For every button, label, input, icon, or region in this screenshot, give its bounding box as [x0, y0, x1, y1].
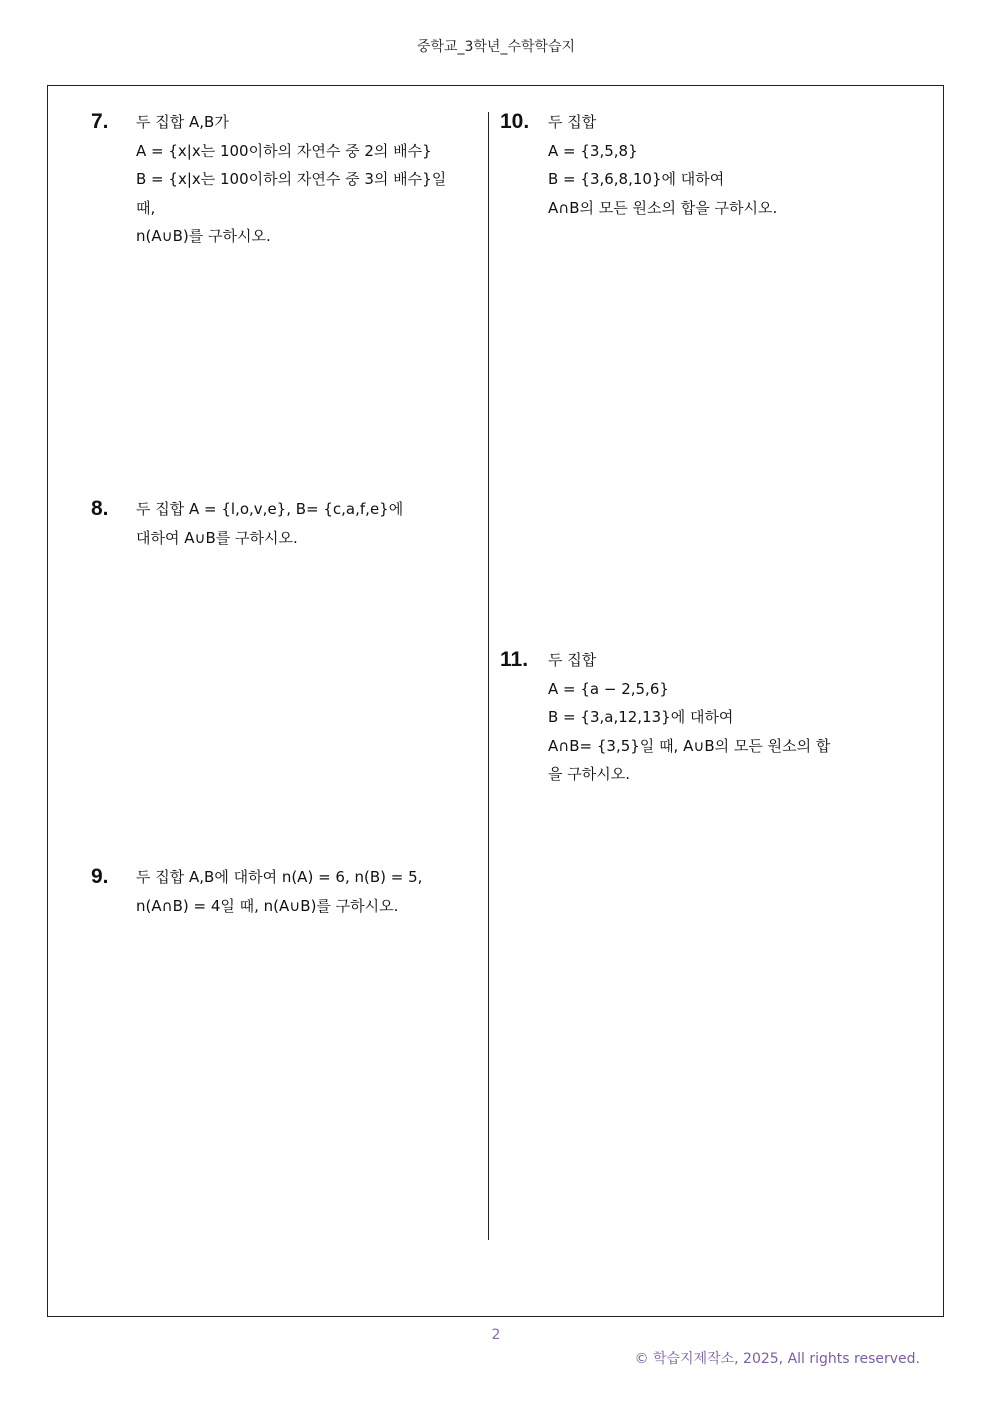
- problem-line: 두 집합: [548, 113, 597, 131]
- problem-number: 11.: [500, 648, 529, 671]
- problem-line: n(A∪B)를 구하시오.: [136, 227, 271, 245]
- column-divider: [488, 112, 489, 1240]
- problem-text: [136, 495, 403, 552]
- problem-number: 7.: [91, 110, 109, 133]
- page-header: 중학교_3학년_수학학습지: [416, 39, 576, 55]
- problem-line: 두 집합: [548, 651, 597, 669]
- problem-line: A = {a − 2,5,6}: [548, 679, 669, 698]
- problem-text: [548, 108, 777, 222]
- problem-text: [136, 108, 446, 251]
- problem-number: 10.: [500, 110, 530, 133]
- problem-line: 두 집합 A = {l,o,v,e}, B= {c,a,f,e}에: [136, 500, 404, 518]
- problem-line: B = {x|x는 100이하의 자연수 중 3의 배수}일: [136, 170, 447, 188]
- problem-line: 두 집합 A,B에 대하여 n(A) = 6, n(B) = 5,: [136, 868, 423, 886]
- problem-line: A∩B= {3,5}일 때, A∪B의 모든 원소의 합: [548, 736, 831, 755]
- problem-line: n(A∩B) = 4일 때, n(A∪B)를 구하시오.: [136, 896, 399, 915]
- copyright-notice: © 학습지제작소, 2025, All rights reserved.: [634, 1351, 920, 1367]
- problem-number: 8.: [91, 497, 109, 520]
- page-number: 2: [491, 1327, 501, 1343]
- problem-line: 을 구하시오.: [548, 765, 630, 783]
- problem-number: 9.: [91, 865, 109, 888]
- problem-line: 대하여 A∪B를 구하시오.: [136, 528, 298, 547]
- problem-line: 때,: [136, 198, 156, 217]
- problem-line: B = {3,a,12,13}에 대하여: [548, 708, 734, 726]
- problem-line: A = {3,5,8}: [548, 141, 638, 160]
- problem-line: 두 집합 A,B가: [136, 113, 229, 131]
- problem-text: [548, 646, 830, 789]
- problem-text: [136, 863, 422, 920]
- problem-line: B = {3,6,8,10}에 대하여: [548, 170, 725, 188]
- problem-line: A∩B의 모든 원소의 합을 구하시오.: [548, 198, 778, 217]
- problem-line: A = {x|x는 100이하의 자연수 중 2의 배수}: [136, 141, 432, 160]
